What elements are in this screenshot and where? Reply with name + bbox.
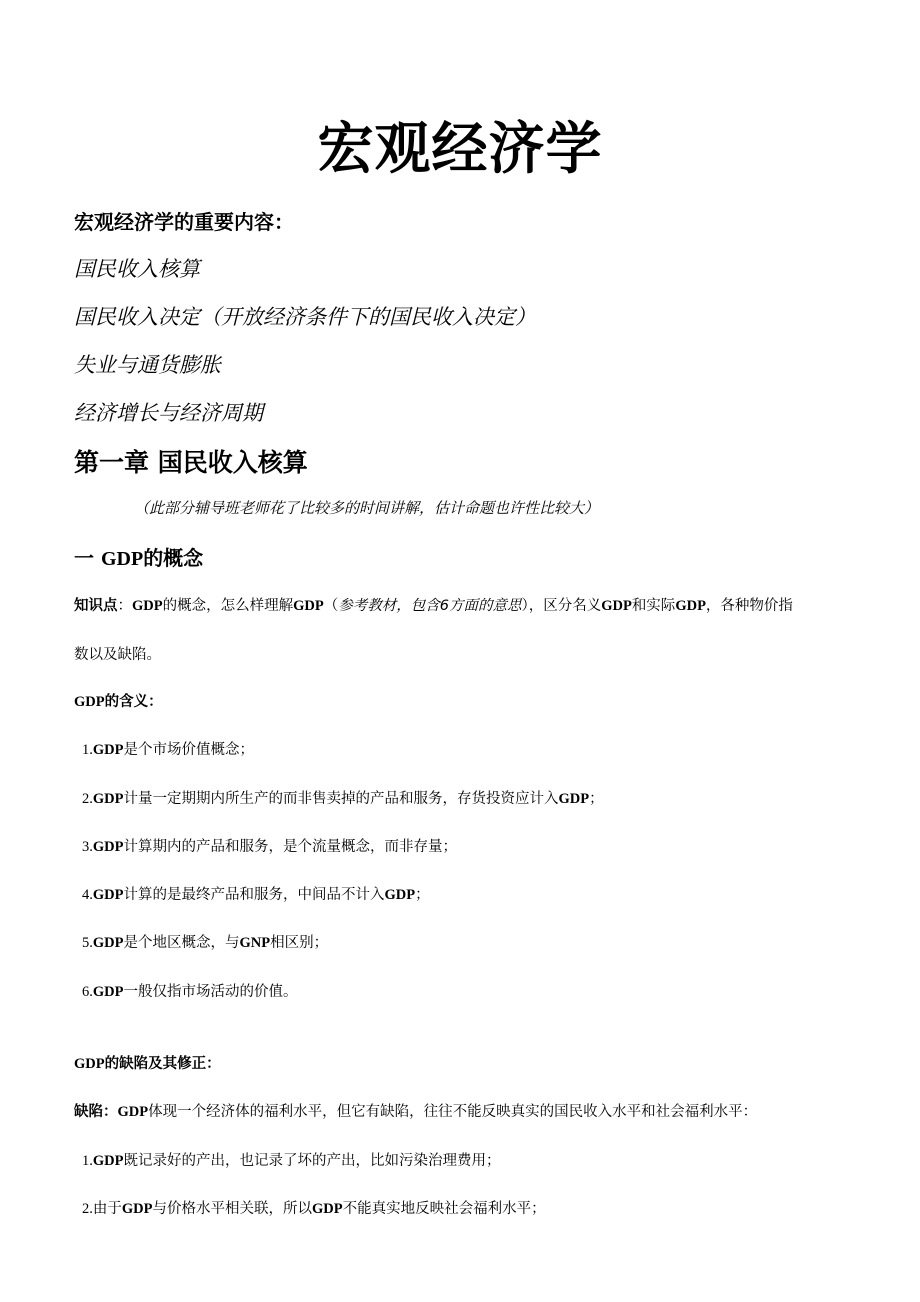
defect-heading-text: 的缺陷及其修正： [104, 1056, 221, 1072]
item-text: 是个市场价值概念； [123, 742, 254, 758]
meaning-item-2 [82, 787, 604, 808]
topic-growth-cycle: 经济增长与经济周期 [74, 401, 263, 425]
item-end: 相区别； [270, 935, 329, 951]
gdp-term: GDP [74, 1056, 105, 1072]
item-number: 1. [82, 1153, 93, 1169]
gdp-term: GDP [92, 984, 124, 1000]
gdp-term: GDP [74, 694, 105, 710]
knowledge-label: 知识点 [74, 598, 118, 614]
chapter-note: （此部分辅导班老师花了比较多的时间讲解，估计命题也许性比较大） [134, 499, 600, 517]
item-number: 2. [82, 1201, 93, 1217]
item-text: 与价格水平相关联，所以 [152, 1201, 312, 1217]
item-pre: 由于 [92, 1201, 122, 1217]
item-text: 一般仅指市场活动的价值。 [123, 984, 298, 1000]
item-number: 1. [82, 742, 93, 758]
knowledge-point-line-1 [74, 594, 793, 615]
knowledge-text: （ [323, 598, 339, 614]
item-end: ； [589, 791, 604, 807]
defect-item-1 [82, 1149, 500, 1170]
knowledge-colon: ： [117, 598, 132, 614]
item-number: 6. [82, 984, 93, 1000]
knowledge-text: ，各种物价指 [705, 598, 793, 614]
item-number: 2. [82, 791, 93, 807]
gdp-term: GDP [384, 887, 416, 903]
gdp-term: GDP [92, 791, 124, 807]
knowledge-text: ），区分名义 [521, 598, 602, 614]
section-rest: 的概念 [143, 546, 204, 570]
topic-national-income-determination: 国民收入决定（开放经济条件下的国民收入决定） [74, 305, 536, 329]
gdp-term: GDP [121, 1201, 153, 1217]
item-end: ； [415, 887, 430, 903]
item-text: 既记录好的产出，也记录了坏的产出，比如污染治理费用； [123, 1153, 501, 1169]
gdp-term: GDP [92, 935, 124, 951]
meaning-item-5 [82, 931, 328, 952]
item-number: 5. [82, 935, 93, 951]
item-number: 3. [82, 839, 93, 855]
meaning-item-4 [82, 883, 430, 904]
meaning-item-1 [82, 738, 254, 759]
gdp-term: GDP [92, 742, 124, 758]
item-text: 计量一定期期内所生产的而非售卖掉的产品和服务，存货投资应计入 [123, 791, 559, 807]
gdp-term: GDP [293, 598, 324, 614]
knowledge-text: 的概念，怎么样理解 [162, 598, 294, 614]
meaning-heading-text: 的含义： [104, 694, 163, 710]
knowledge-text: 和实际 [631, 598, 676, 614]
chapter-title: 第一章 国民收入核算 [74, 448, 308, 477]
item-text: 是个地区概念，与 [123, 935, 240, 951]
defect-item-2 [82, 1197, 546, 1218]
meaning-heading [74, 690, 163, 711]
gdp-term: GDP [132, 598, 163, 614]
section-heading [74, 542, 203, 571]
gdp-term: GDP [92, 1153, 124, 1169]
gdp-term: GDP [92, 887, 124, 903]
item-number: 4. [82, 887, 93, 903]
section-gdp: GDP [100, 548, 144, 570]
item-text: 计算期内的产品和服务，是个流量概念，而非存量； [123, 839, 457, 855]
gdp-term: GDP [675, 598, 706, 614]
item-end: 不能真实地反映社会福利水平； [342, 1201, 546, 1217]
knowledge-point-line-2: 数以及缺陷。 [74, 647, 161, 663]
section-prefix: 一 [74, 546, 101, 570]
defect-intro [74, 1100, 757, 1121]
defect-intro-text: 体现一个经济体的福利水平，但它有缺陷，往往不能反映真实的国民收入水平和社会福利水平： [148, 1104, 758, 1120]
defect-label: 缺陷： [74, 1104, 118, 1120]
gdp-term: GDP [117, 1104, 149, 1120]
gdp-term: GDP [92, 839, 124, 855]
topic-national-income-accounting: 国民收入核算 [74, 257, 200, 281]
item-text: 计算的是最终产品和服务，中间品不计入 [123, 887, 385, 903]
contents-heading: 宏观经济学的重要内容： [74, 210, 294, 234]
gnp-term: GNP [239, 935, 271, 951]
gdp-term: GDP [311, 1201, 343, 1217]
gdp-term: GDP [558, 791, 590, 807]
defect-heading [74, 1052, 221, 1073]
meaning-item-3 [82, 835, 457, 856]
knowledge-italic: 参考教材，包含6方面的意思 [338, 598, 522, 614]
gdp-term: GDP [601, 598, 632, 614]
meaning-item-6 [82, 980, 297, 1001]
topic-unemployment-inflation: 失业与通货膨胀 [74, 353, 221, 377]
page-title: 宏观经济学 [317, 117, 603, 182]
